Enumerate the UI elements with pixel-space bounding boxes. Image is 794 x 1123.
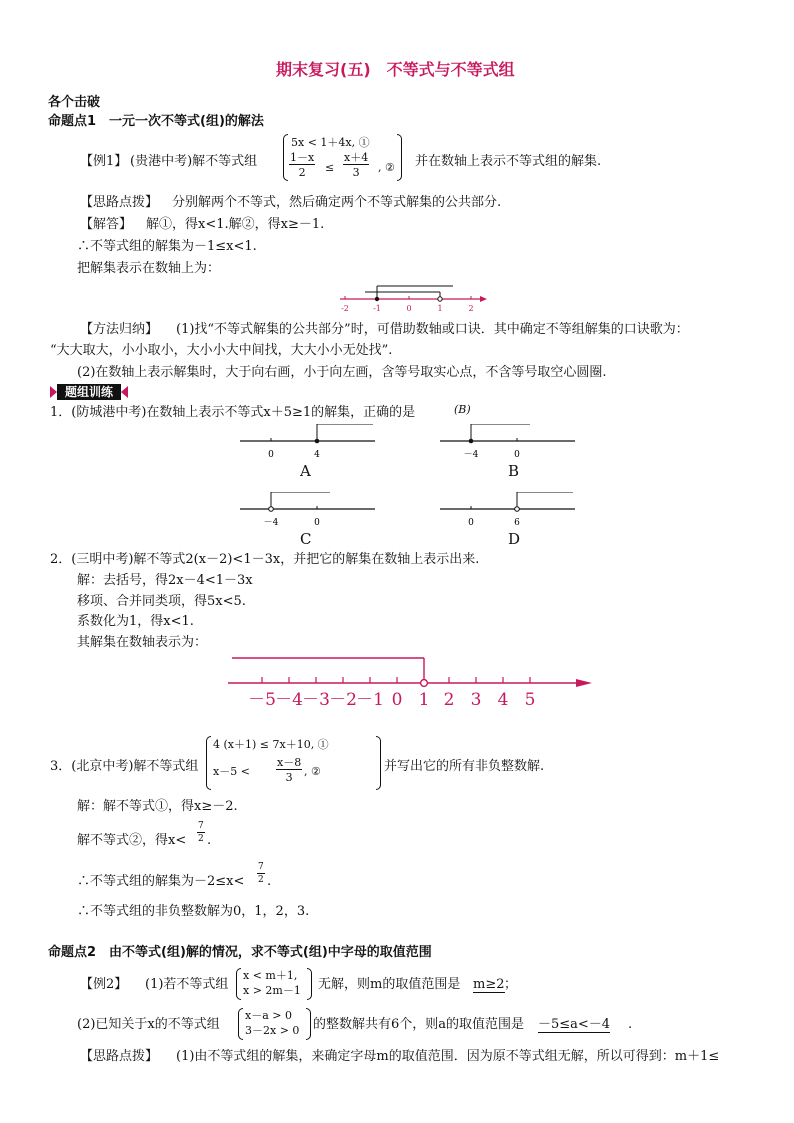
q2-step4: 其解集在数轴表示为：	[77, 635, 208, 650]
q3-step2: 解不等式②，得x<	[77, 833, 187, 848]
point2-heading: 命题点2 由不等式(组)解的情况，求不等式(组)中字母的取值范围	[48, 945, 432, 960]
example1-frac-left	[289, 152, 315, 178]
point1-heading: 命题点1 一元一次不等式(组)的解法	[48, 114, 264, 129]
method-label: 【方法归纳】	[80, 322, 159, 337]
q3-line1: 4 (x＋1) ≤ 7x＋10, ①	[213, 738, 329, 751]
ex2-p2-rbrace	[306, 1008, 311, 1040]
idea1-text: 分别解两个不等式，然后确定两个不等式解集的公共部分.	[172, 195, 502, 210]
q1-option-b[interactable]: B	[508, 462, 520, 480]
answer1-label: 【解答】	[80, 217, 133, 232]
arrow-right-icon	[50, 386, 57, 398]
q3-line2-pre: x－5 <	[213, 765, 250, 778]
tick-label: －4	[263, 518, 279, 528]
frac-num: 1－x	[290, 151, 315, 164]
q3-text-post: 并写出它的所有非负整数解.	[384, 759, 545, 774]
ex2-p1-line1: x < m＋1,	[243, 969, 298, 982]
frac-den: 2	[258, 875, 264, 885]
q2-step3: 系数化为1，得x<1.	[77, 614, 194, 629]
q1-option-d-numberline	[440, 492, 580, 530]
frac-den: 3	[285, 771, 293, 784]
q2-tick: －4	[275, 690, 303, 710]
ex2-p1-pre: (1)若不等式组	[145, 977, 229, 992]
example1-le: ≤	[325, 161, 335, 174]
numberline-example1	[335, 282, 490, 316]
q3-line2-post: , ②	[304, 765, 321, 778]
q2-tick: －3	[302, 690, 330, 710]
frac-num: x＋4	[344, 151, 369, 164]
ex2-p1-answer: m≥2	[473, 977, 505, 992]
tick-label: －4	[463, 450, 479, 460]
idea2-text: (1)由不等式组的解集，来确定字母m的取值范围．因为原不等式组无解，所以可得到：m＋1≤	[176, 1049, 720, 1064]
ex2-p1-line2: x > 2m－1	[243, 984, 301, 997]
q2-tick: 5	[524, 690, 536, 710]
q3-step2-frac	[197, 822, 205, 844]
period: .	[267, 874, 272, 889]
tick-label: 6	[514, 518, 520, 528]
drill-tag	[50, 384, 128, 400]
nl1-tick: 2	[468, 304, 474, 313]
example1-circ2: , ②	[378, 161, 395, 174]
method-text1: (1)找“不等式解集的公共部分”时，可借助数轴或口诀．其中确定不等组解集的口诀歌为：	[176, 322, 689, 337]
q1-option-a-numberline	[240, 424, 380, 462]
q3-step1: 解：解不等式①，得x≥－2.	[77, 799, 238, 814]
frac-num: 7	[198, 821, 204, 831]
q2-tick: 4	[497, 690, 509, 710]
q2-tick: －2	[329, 690, 357, 710]
period: .	[628, 1017, 633, 1032]
q1-option-a[interactable]: A	[300, 462, 311, 480]
frac-den: 2	[198, 834, 204, 844]
semicolon: ；	[504, 977, 518, 992]
idea1-label: 【思路点拨】	[80, 195, 159, 210]
method-text3: (2)在数轴上表示解集时，大于向右画，小于向左画，含等号取实心点，不含等号取空心圆圈.	[77, 365, 607, 380]
numberline-intro: 把解集表示在数轴上为：	[77, 261, 221, 276]
q2-tick: 2	[443, 690, 455, 710]
ex2-p2-pre: (2)已知关于x的不等式组	[77, 1017, 220, 1032]
frac-num: 7	[258, 862, 264, 872]
ex2-p1-brace	[236, 968, 241, 1000]
example1-rbrace	[397, 134, 402, 181]
q3-step3: ∴不等式组的解集为－2≤x<	[77, 874, 245, 889]
q2-tick: －1	[356, 690, 384, 710]
arrow-left-icon	[121, 386, 128, 398]
example1-frac-right	[343, 152, 369, 178]
q3-step4: ∴不等式组的非负整数解为0，1，2，3.	[77, 904, 310, 919]
method-text2: “大大取大，小小取小，大小小大中间找，大大小小无处找”.	[50, 343, 393, 358]
q1-text: 1．(防城港中考)在数轴上表示不等式x＋5≥1的解集，正确的是	[50, 405, 416, 420]
q2-tick: 0	[391, 690, 403, 710]
q2-tick: 1	[418, 690, 430, 710]
q2-numberline	[228, 654, 598, 710]
ex2-p2-brace	[238, 1008, 243, 1040]
q2-tick: －5	[248, 690, 276, 710]
example2-label: 【例2】	[80, 977, 128, 992]
page-title: 期末复习(五) 不等式与不等式组	[276, 60, 515, 79]
answer1-text: 解①，得x<1.解②，得x≥－1.	[146, 217, 325, 232]
example1-line1: 5x < 1＋4x, ①	[291, 136, 370, 149]
drill-tag-label: 题组训练	[57, 384, 121, 400]
frac-den: 3	[352, 166, 360, 179]
example1-tail: 并在数轴上表示不等式组的解集.	[415, 154, 602, 169]
q1-option-c-numberline	[240, 492, 380, 530]
q2-text: 2．(三明中考)解不等式2(x－2)<1－3x，并把它的解集在数轴上表示出来.	[50, 552, 480, 567]
q3-text-pre: 3．(北京中考)解不等式组	[50, 759, 199, 774]
q2-tick: 3	[470, 690, 482, 710]
example1-brace	[283, 134, 288, 181]
nl1-tick: 1	[437, 304, 443, 313]
ex2-p2-line2: 3－2x > 0	[245, 1024, 300, 1037]
nl1-tick: -2	[341, 304, 349, 313]
q2-step1: 解：去括号，得2x－4<1－3x	[77, 573, 253, 588]
nl1-tick: 0	[406, 304, 412, 313]
q3-step3-frac	[257, 863, 265, 885]
nl1-tick: -1	[373, 304, 381, 313]
q3-frac	[276, 757, 302, 783]
frac-den: 2	[298, 166, 306, 179]
q1-option-c[interactable]: C	[300, 530, 312, 548]
q1-option-d[interactable]: D	[508, 530, 521, 548]
q3-rbrace	[376, 736, 381, 790]
q1-answer: (B)	[454, 403, 471, 416]
q3-brace	[206, 736, 211, 790]
tick-label: 0	[314, 518, 320, 528]
tick-label: 0	[514, 450, 520, 460]
frac-num: x－8	[277, 756, 302, 769]
period: .	[207, 833, 212, 848]
tick-label: 0	[268, 450, 274, 460]
ex2-p2-mid: 的整数解共有6个，则a的取值范围是	[313, 1017, 525, 1032]
section-header: 各个击破	[48, 95, 101, 110]
q2-step2: 移项、合并同类项，得5x<5.	[77, 594, 246, 609]
example1-text: (贵港中考)解不等式组	[130, 154, 258, 169]
ex2-p2-line1: x－a > 0	[245, 1009, 292, 1022]
tick-label: 4	[314, 450, 320, 460]
example1-label: 【例1】	[80, 154, 128, 169]
ex2-p2-answer: －5≤a<－4	[538, 1017, 611, 1032]
therefore1: ∴不等式组的解集为－1≤x<1.	[77, 239, 257, 254]
tick-label: 0	[468, 518, 474, 528]
ex2-p1-mid: 无解，则m的取值范围是	[318, 977, 461, 992]
idea2-label: 【思路点拨】	[80, 1049, 159, 1064]
ex2-p1-rbrace	[307, 968, 312, 1000]
q1-option-b-numberline	[440, 424, 580, 462]
